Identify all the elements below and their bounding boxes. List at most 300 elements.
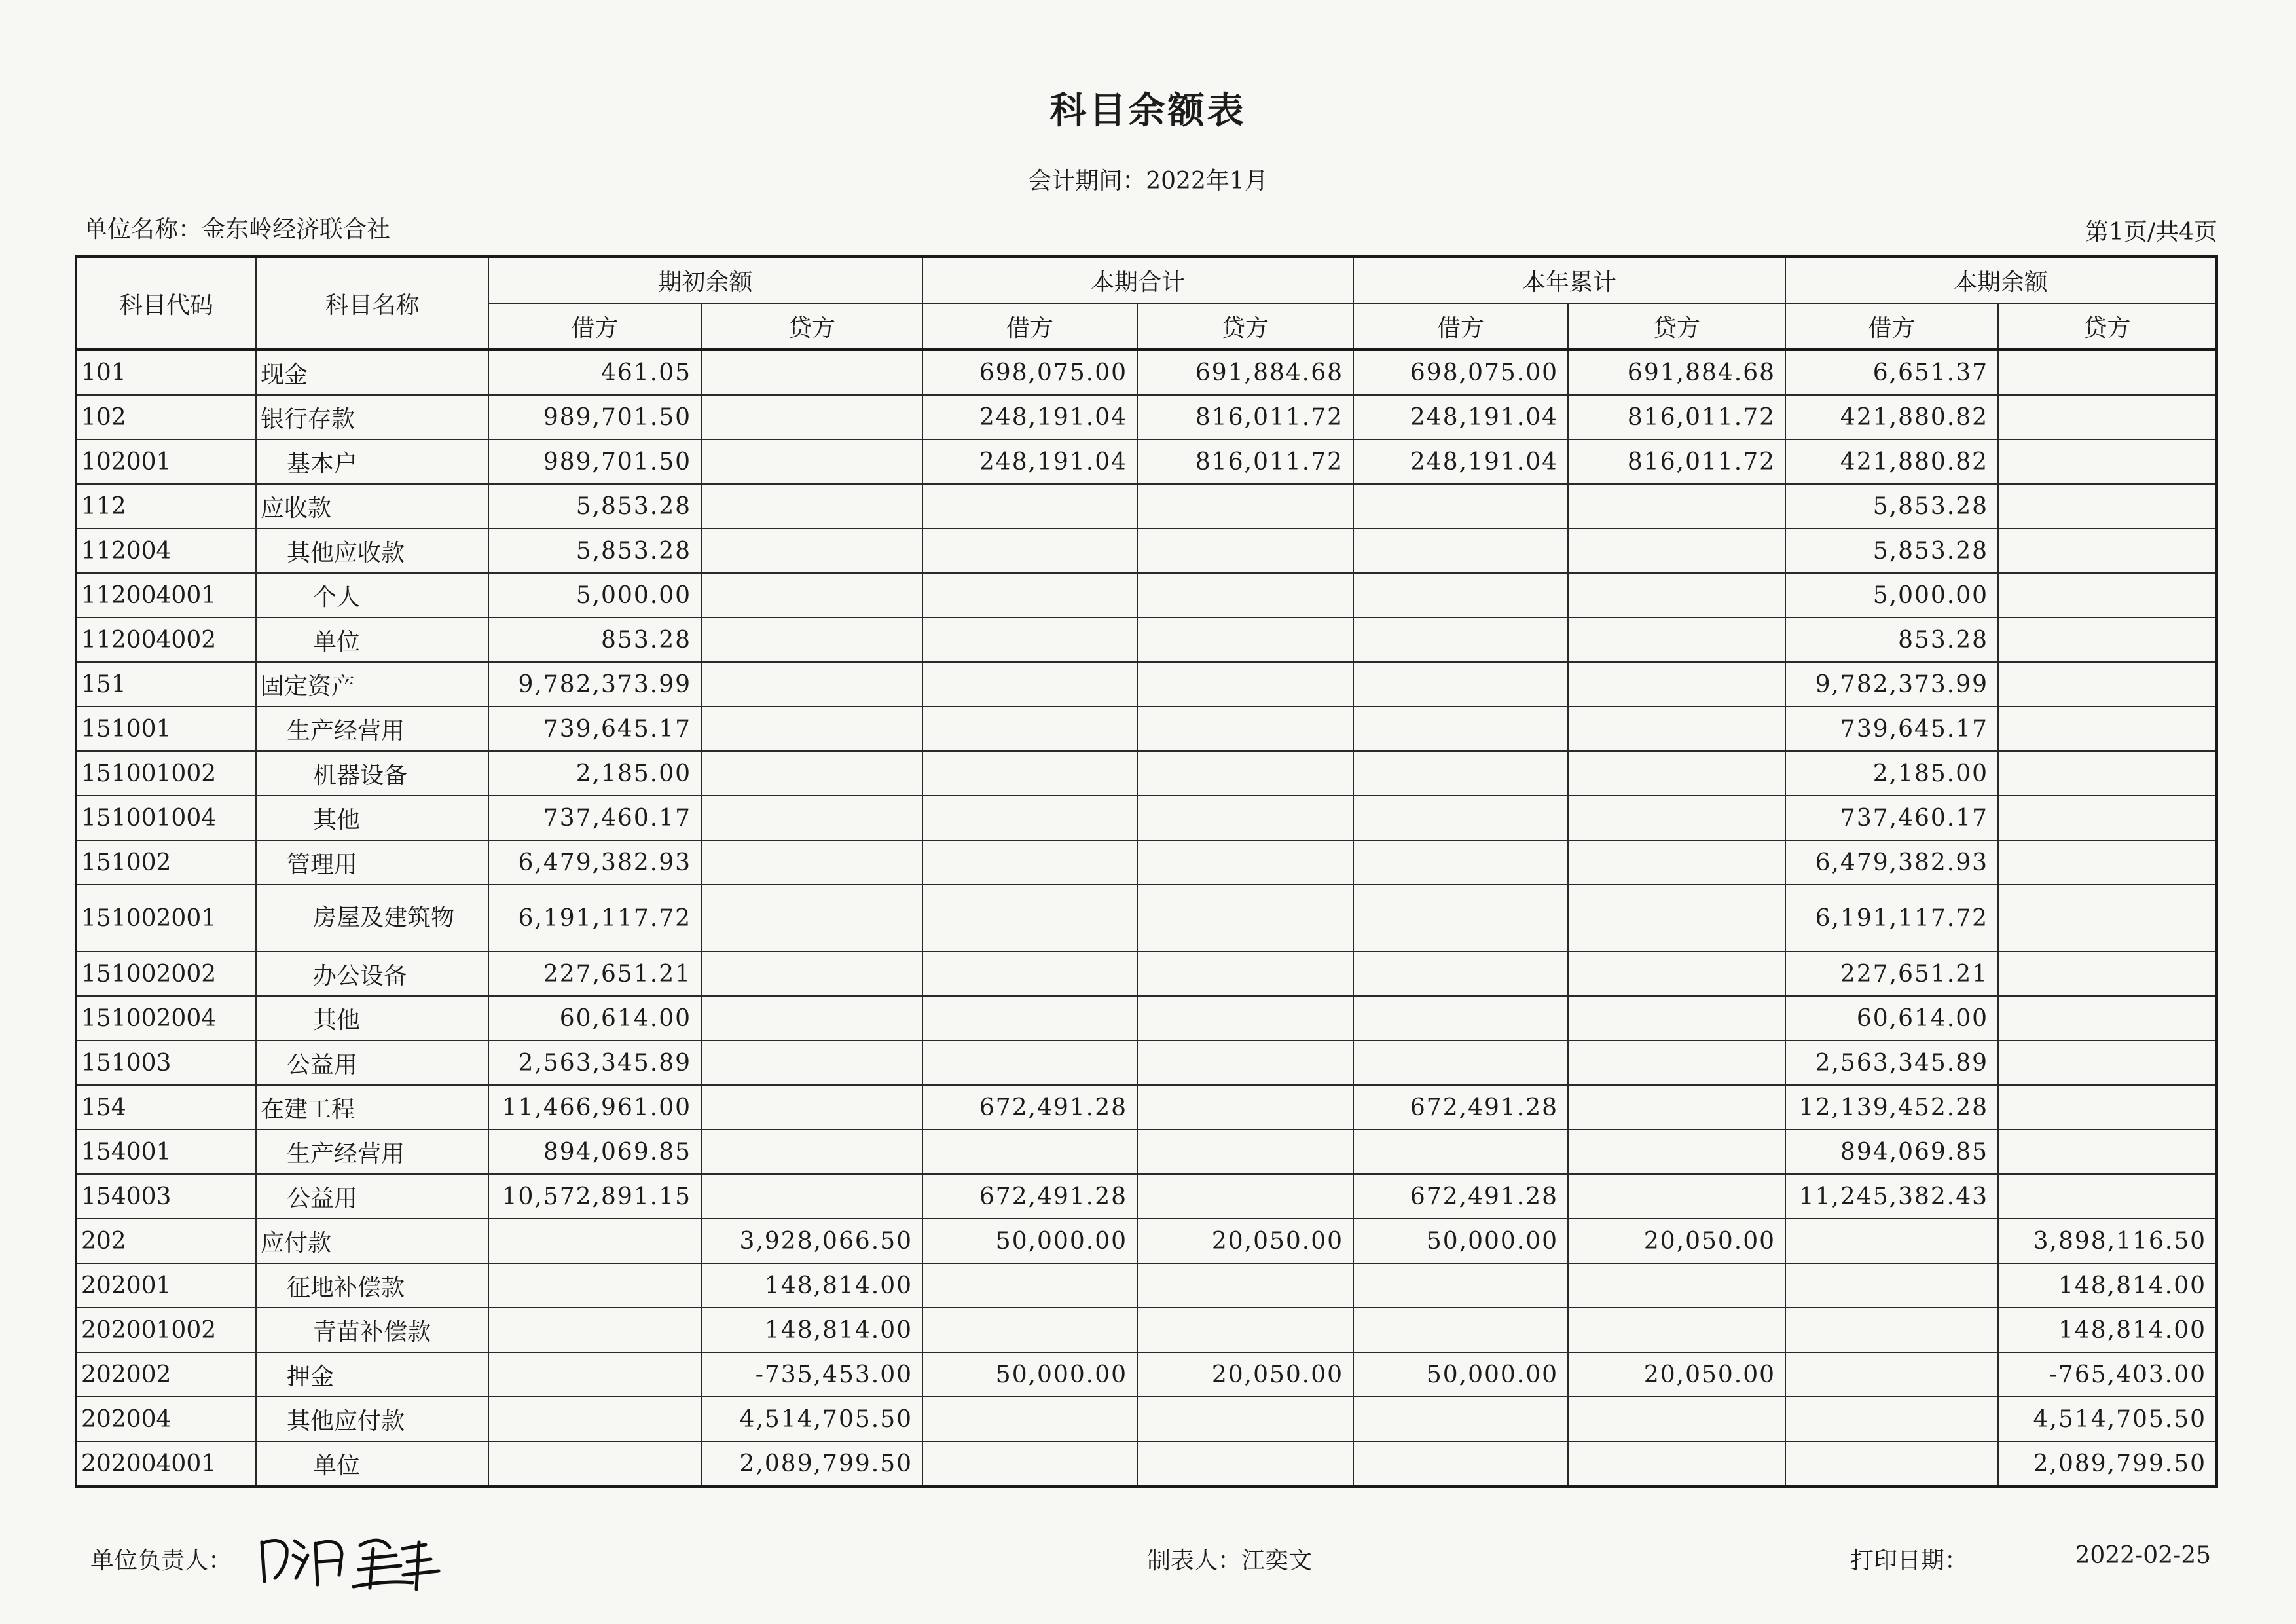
account-name: 应付款: [256, 1219, 488, 1263]
year-debit: [1353, 996, 1568, 1041]
opening-credit: [701, 395, 922, 439]
account-code: 112004: [76, 528, 256, 573]
table-row: [76, 996, 2217, 1041]
account-name: 生产经营用: [256, 707, 488, 751]
opening-credit: 3,928,066.50: [701, 1219, 922, 1263]
closing-credit: 148,814.00: [1998, 1308, 2217, 1352]
account-code: 102: [76, 395, 256, 439]
closing-debit: 227,651.21: [1785, 951, 1998, 996]
year-credit: [1568, 796, 1785, 840]
opening-credit: 4,514,705.50: [701, 1397, 922, 1441]
handwritten-signature: [255, 1529, 452, 1591]
period-credit: [1137, 1130, 1353, 1174]
year-debit: [1353, 707, 1568, 751]
closing-debit: 2,185.00: [1785, 751, 1998, 796]
period-credit: [1137, 707, 1353, 751]
table-row: [76, 1397, 2217, 1441]
opening-debit: 9,782,373.99: [488, 662, 701, 707]
closing-credit: 148,814.00: [1998, 1263, 2217, 1308]
account-name: 其他: [256, 996, 488, 1041]
year-credit: [1568, 1130, 1785, 1174]
print-date: 2022-02-25: [2075, 1542, 2211, 1569]
account-code: 112004002: [76, 618, 256, 662]
year-credit: [1568, 1085, 1785, 1130]
year-credit: [1568, 528, 1785, 573]
opening-credit: [701, 662, 922, 707]
ledger-rows: [76, 350, 2217, 1486]
table-row: [76, 1352, 2217, 1397]
account-name: 固定资产: [256, 662, 488, 707]
period-debit: [922, 707, 1137, 751]
account-code: 151002002: [76, 951, 256, 996]
period-debit: 50,000.00: [922, 1219, 1137, 1263]
year-debit: [1353, 1041, 1568, 1085]
period-debit: [922, 573, 1137, 618]
year-debit: [1353, 885, 1568, 951]
table-row: [76, 1263, 2217, 1308]
opening-credit: [701, 1085, 922, 1130]
header-year-cumulative: 本年累计: [1353, 257, 1785, 303]
year-credit: 20,050.00: [1568, 1352, 1785, 1397]
year-credit: [1568, 840, 1785, 885]
opening-credit: [701, 350, 922, 395]
table-row: [76, 885, 2217, 951]
closing-credit: [1998, 796, 2217, 840]
table-maker: 制表人：江奕文: [1147, 1547, 1313, 1574]
account-code: 202001: [76, 1263, 256, 1308]
table-row: [76, 618, 2217, 662]
closing-debit: 11,245,382.43: [1785, 1174, 1998, 1219]
year-debit: [1353, 1441, 1568, 1486]
period-credit: 816,011.72: [1137, 395, 1353, 439]
opening-debit: [488, 1263, 701, 1308]
table-row: [76, 1174, 2217, 1219]
account-name: 押金: [256, 1352, 488, 1397]
closing-credit: [1998, 707, 2217, 751]
period-debit: [922, 840, 1137, 885]
period-debit: [922, 662, 1137, 707]
period-debit: [922, 484, 1137, 528]
year-credit: [1568, 1308, 1785, 1352]
year-debit: [1353, 662, 1568, 707]
closing-debit: 894,069.85: [1785, 1130, 1998, 1174]
closing-credit: [1998, 1130, 2217, 1174]
table-row: [76, 350, 2217, 395]
account-code: 202004: [76, 1397, 256, 1441]
account-code: 151002001: [76, 885, 256, 951]
opening-credit: -735,453.00: [701, 1352, 922, 1397]
closing-credit: 2,089,799.50: [1998, 1441, 2217, 1486]
closing-credit: [1998, 1041, 2217, 1085]
closing-debit: 5,853.28: [1785, 484, 1998, 528]
period-credit: [1137, 1085, 1353, 1130]
table-row: [76, 573, 2217, 618]
closing-debit: 421,880.82: [1785, 439, 1998, 484]
year-debit: 672,491.28: [1353, 1085, 1568, 1130]
opening-credit: [701, 439, 922, 484]
account-code: 154: [76, 1085, 256, 1130]
opening-credit: [701, 618, 922, 662]
opening-credit: [701, 707, 922, 751]
opening-credit: 148,814.00: [701, 1308, 922, 1352]
period-debit: [922, 885, 1137, 951]
header-debit: 借方: [488, 303, 701, 350]
opening-credit: [701, 1130, 922, 1174]
account-code: 151002004: [76, 996, 256, 1041]
year-credit: [1568, 573, 1785, 618]
closing-debit: 421,880.82: [1785, 395, 1998, 439]
opening-credit: 148,814.00: [701, 1263, 922, 1308]
period-credit: [1137, 1263, 1353, 1308]
closing-credit: [1998, 840, 2217, 885]
period-credit: [1137, 840, 1353, 885]
closing-credit: [1998, 528, 2217, 573]
responsible-label: 单位负责人：: [90, 1547, 232, 1574]
opening-debit: 227,651.21: [488, 951, 701, 996]
account-code: 154001: [76, 1130, 256, 1174]
opening-debit: 11,466,961.00: [488, 1085, 701, 1130]
header-credit: 贷方: [1998, 303, 2217, 350]
closing-credit: [1998, 885, 2217, 951]
account-name: 房屋及建筑物: [256, 885, 488, 951]
account-code: 151002: [76, 840, 256, 885]
year-debit: [1353, 484, 1568, 528]
opening-debit: 60,614.00: [488, 996, 701, 1041]
period-debit: 248,191.04: [922, 395, 1137, 439]
opening-debit: [488, 1397, 701, 1441]
closing-debit: 2,563,345.89: [1785, 1041, 1998, 1085]
table-row: [76, 796, 2217, 840]
year-credit: 816,011.72: [1568, 395, 1785, 439]
period-debit: 248,191.04: [922, 439, 1137, 484]
account-code: 151001: [76, 707, 256, 751]
year-credit: [1568, 662, 1785, 707]
header-period-total: 本期合计: [922, 257, 1353, 303]
period-debit: 698,075.00: [922, 350, 1137, 395]
page-number: 第1页/共4页: [2085, 219, 2217, 246]
closing-credit: [1998, 439, 2217, 484]
table-row: [76, 840, 2217, 885]
table-row: [76, 395, 2217, 439]
table-row: [76, 1130, 2217, 1174]
account-name: 其他: [256, 796, 488, 840]
period-debit: [922, 951, 1137, 996]
year-debit: [1353, 796, 1568, 840]
period-debit: [922, 1263, 1137, 1308]
period-debit: [922, 1041, 1137, 1085]
period-credit: [1137, 951, 1353, 996]
period-debit: [922, 1308, 1137, 1352]
closing-debit: 737,460.17: [1785, 796, 1998, 840]
account-name: 其他应收款: [256, 528, 488, 573]
year-debit: 50,000.00: [1353, 1352, 1568, 1397]
opening-credit: [701, 751, 922, 796]
period-credit: [1137, 618, 1353, 662]
period-credit: [1137, 1308, 1353, 1352]
opening-debit: 989,701.50: [488, 395, 701, 439]
period-debit: [922, 751, 1137, 796]
period-credit: [1137, 1441, 1353, 1486]
account-code: 151003: [76, 1041, 256, 1085]
year-debit: [1353, 1130, 1568, 1174]
period-credit: [1137, 1174, 1353, 1219]
closing-debit: 5,000.00: [1785, 573, 1998, 618]
closing-credit: [1998, 951, 2217, 996]
account-name: 现金: [256, 350, 488, 395]
opening-debit: 894,069.85: [488, 1130, 701, 1174]
table-row: [76, 439, 2217, 484]
year-debit: [1353, 1397, 1568, 1441]
closing-debit: [1785, 1441, 1998, 1486]
year-debit: [1353, 573, 1568, 618]
opening-debit: 10,572,891.15: [488, 1174, 701, 1219]
closing-credit: [1998, 573, 2217, 618]
balance-table: [75, 255, 2218, 1488]
year-credit: 816,011.72: [1568, 439, 1785, 484]
closing-credit: [1998, 618, 2217, 662]
account-name: 征地补偿款: [256, 1263, 488, 1308]
closing-debit: 6,651.37: [1785, 350, 1998, 395]
period-debit: [922, 996, 1137, 1041]
closing-debit: 60,614.00: [1785, 996, 1998, 1041]
year-debit: 248,191.04: [1353, 395, 1568, 439]
closing-credit: 3,898,116.50: [1998, 1219, 2217, 1263]
opening-debit: 2,563,345.89: [488, 1041, 701, 1085]
closing-credit: [1998, 350, 2217, 395]
period-debit: [922, 618, 1137, 662]
account-name: 基本户: [256, 439, 488, 484]
opening-debit: 461.05: [488, 350, 701, 395]
period-credit: [1137, 528, 1353, 573]
print-date-label: 打印日期：: [1850, 1547, 1969, 1574]
account-code: 151: [76, 662, 256, 707]
closing-credit: [1998, 996, 2217, 1041]
opening-debit: 5,000.00: [488, 573, 701, 618]
year-credit: [1568, 1397, 1785, 1441]
period-credit: 816,011.72: [1137, 439, 1353, 484]
account-name: 管理用: [256, 840, 488, 885]
year-debit: 672,491.28: [1353, 1174, 1568, 1219]
opening-debit: 6,191,117.72: [488, 885, 701, 951]
opening-debit: [488, 1308, 701, 1352]
closing-credit: [1998, 662, 2217, 707]
account-code: 202004001: [76, 1441, 256, 1486]
accounting-period: 会计期间：2022年1月: [1028, 168, 1268, 194]
period-credit: [1137, 796, 1353, 840]
account-name: 银行存款: [256, 395, 488, 439]
account-code: 202: [76, 1219, 256, 1263]
year-credit: [1568, 951, 1785, 996]
account-code: 202001002: [76, 1308, 256, 1352]
opening-debit: 989,701.50: [488, 439, 701, 484]
year-debit: [1353, 1263, 1568, 1308]
table-row: [76, 484, 2217, 528]
year-credit: [1568, 707, 1785, 751]
opening-credit: [701, 484, 922, 528]
account-name: 在建工程: [256, 1085, 488, 1130]
year-debit: [1353, 618, 1568, 662]
year-debit: 50,000.00: [1353, 1219, 1568, 1263]
year-credit: [1568, 996, 1785, 1041]
account-name: 生产经营用: [256, 1130, 488, 1174]
header-debit: 借方: [922, 303, 1137, 350]
unit-name: 单位名称：金东岭经济联合社: [84, 216, 391, 243]
year-credit: [1568, 1174, 1785, 1219]
header-name: 科目名称: [256, 257, 488, 350]
table-row: [76, 1041, 2217, 1085]
year-debit: [1353, 840, 1568, 885]
year-debit: [1353, 528, 1568, 573]
period-credit: 20,050.00: [1137, 1352, 1353, 1397]
account-code: 112004001: [76, 573, 256, 618]
closing-debit: 9,782,373.99: [1785, 662, 1998, 707]
account-code: 101: [76, 350, 256, 395]
opening-debit: 6,479,382.93: [488, 840, 701, 885]
closing-debit: [1785, 1397, 1998, 1441]
period-credit: [1137, 484, 1353, 528]
account-name: 办公设备: [256, 951, 488, 996]
header-credit: 贷方: [1568, 303, 1785, 350]
period-debit: 50,000.00: [922, 1352, 1137, 1397]
closing-debit: 853.28: [1785, 618, 1998, 662]
opening-credit: [701, 840, 922, 885]
table-row: [76, 662, 2217, 707]
header-opening-balance: 期初余额: [488, 257, 922, 303]
period-debit: [922, 528, 1137, 573]
table-row: [76, 1441, 2217, 1486]
closing-credit: -765,403.00: [1998, 1352, 2217, 1397]
closing-credit: [1998, 1174, 2217, 1219]
table-row: [76, 707, 2217, 751]
account-name: 公益用: [256, 1041, 488, 1085]
closing-debit: 739,645.17: [1785, 707, 1998, 751]
year-credit: [1568, 1041, 1785, 1085]
year-credit: [1568, 1441, 1785, 1486]
opening-credit: [701, 951, 922, 996]
year-credit: [1568, 618, 1785, 662]
opening-debit: 853.28: [488, 618, 701, 662]
closing-debit: 6,191,117.72: [1785, 885, 1998, 951]
header-code: 科目代码: [76, 257, 256, 350]
header-debit: 借方: [1353, 303, 1568, 350]
opening-debit: 2,185.00: [488, 751, 701, 796]
table-row: [76, 1308, 2217, 1352]
account-name: 应收款: [256, 484, 488, 528]
opening-debit: 5,853.28: [488, 528, 701, 573]
period-debit: [922, 1441, 1137, 1486]
opening-debit: 737,460.17: [488, 796, 701, 840]
opening-credit: [701, 885, 922, 951]
account-code: 154003: [76, 1174, 256, 1219]
year-credit: [1568, 751, 1785, 796]
closing-debit: 5,853.28: [1785, 528, 1998, 573]
opening-debit: 739,645.17: [488, 707, 701, 751]
year-debit: [1353, 751, 1568, 796]
header-credit: 贷方: [701, 303, 922, 350]
header-debit: 借方: [1785, 303, 1998, 350]
year-credit: 20,050.00: [1568, 1219, 1785, 1263]
account-name: 单位: [256, 1441, 488, 1486]
period-credit: [1137, 662, 1353, 707]
account-code: 112: [76, 484, 256, 528]
opening-credit: [701, 796, 922, 840]
opening-credit: 2,089,799.50: [701, 1441, 922, 1486]
closing-credit: [1998, 484, 2217, 528]
period-credit: [1137, 1397, 1353, 1441]
closing-credit: [1998, 1085, 2217, 1130]
closing-credit: [1998, 751, 2217, 796]
closing-credit: [1998, 395, 2217, 439]
opening-debit: 5,853.28: [488, 484, 701, 528]
account-code: 102001: [76, 439, 256, 484]
opening-debit: [488, 1441, 701, 1486]
opening-credit: [701, 1041, 922, 1085]
table-row: [76, 951, 2217, 996]
account-name: 其他应付款: [256, 1397, 488, 1441]
year-debit: 248,191.04: [1353, 439, 1568, 484]
period-credit: [1137, 996, 1353, 1041]
account-code: 202002: [76, 1352, 256, 1397]
account-name: 青苗补偿款: [256, 1308, 488, 1352]
opening-credit: [701, 1174, 922, 1219]
account-name: 机器设备: [256, 751, 488, 796]
table-row: [76, 528, 2217, 573]
account-name: 单位: [256, 618, 488, 662]
closing-debit: 6,479,382.93: [1785, 840, 1998, 885]
account-code: 151001004: [76, 796, 256, 840]
header-closing-balance: 本期余额: [1785, 257, 2217, 303]
closing-debit: [1785, 1263, 1998, 1308]
closing-debit: [1785, 1308, 1998, 1352]
page-title: 科目余额表: [1049, 90, 1247, 132]
year-debit: [1353, 1308, 1568, 1352]
opening-debit: [488, 1352, 701, 1397]
year-credit: [1568, 484, 1785, 528]
year-debit: [1353, 951, 1568, 996]
opening-credit: [701, 996, 922, 1041]
closing-debit: [1785, 1352, 1998, 1397]
table-row: [76, 751, 2217, 796]
header-credit: 贷方: [1137, 303, 1353, 350]
period-debit: 672,491.28: [922, 1085, 1137, 1130]
closing-debit: [1785, 1219, 1998, 1263]
year-credit: [1568, 1263, 1785, 1308]
period-credit: [1137, 573, 1353, 618]
account-name: 公益用: [256, 1174, 488, 1219]
opening-credit: [701, 528, 922, 573]
opening-credit: [701, 573, 922, 618]
period-credit: [1137, 1041, 1353, 1085]
period-credit: 20,050.00: [1137, 1219, 1353, 1263]
closing-debit: 12,139,452.28: [1785, 1085, 1998, 1130]
period-credit: [1137, 885, 1353, 951]
period-credit: 691,884.68: [1137, 350, 1353, 395]
opening-debit: [488, 1219, 701, 1263]
period-debit: [922, 1397, 1137, 1441]
year-debit: 698,075.00: [1353, 350, 1568, 395]
account-code: 151001002: [76, 751, 256, 796]
closing-credit: 4,514,705.50: [1998, 1397, 2217, 1441]
account-name: 个人: [256, 573, 488, 618]
period-debit: [922, 1130, 1137, 1174]
table-row: [76, 1085, 2217, 1130]
table-row: [76, 1219, 2217, 1263]
period-debit: 672,491.28: [922, 1174, 1137, 1219]
period-credit: [1137, 751, 1353, 796]
year-credit: [1568, 885, 1785, 951]
period-debit: [922, 796, 1137, 840]
year-credit: 691,884.68: [1568, 350, 1785, 395]
